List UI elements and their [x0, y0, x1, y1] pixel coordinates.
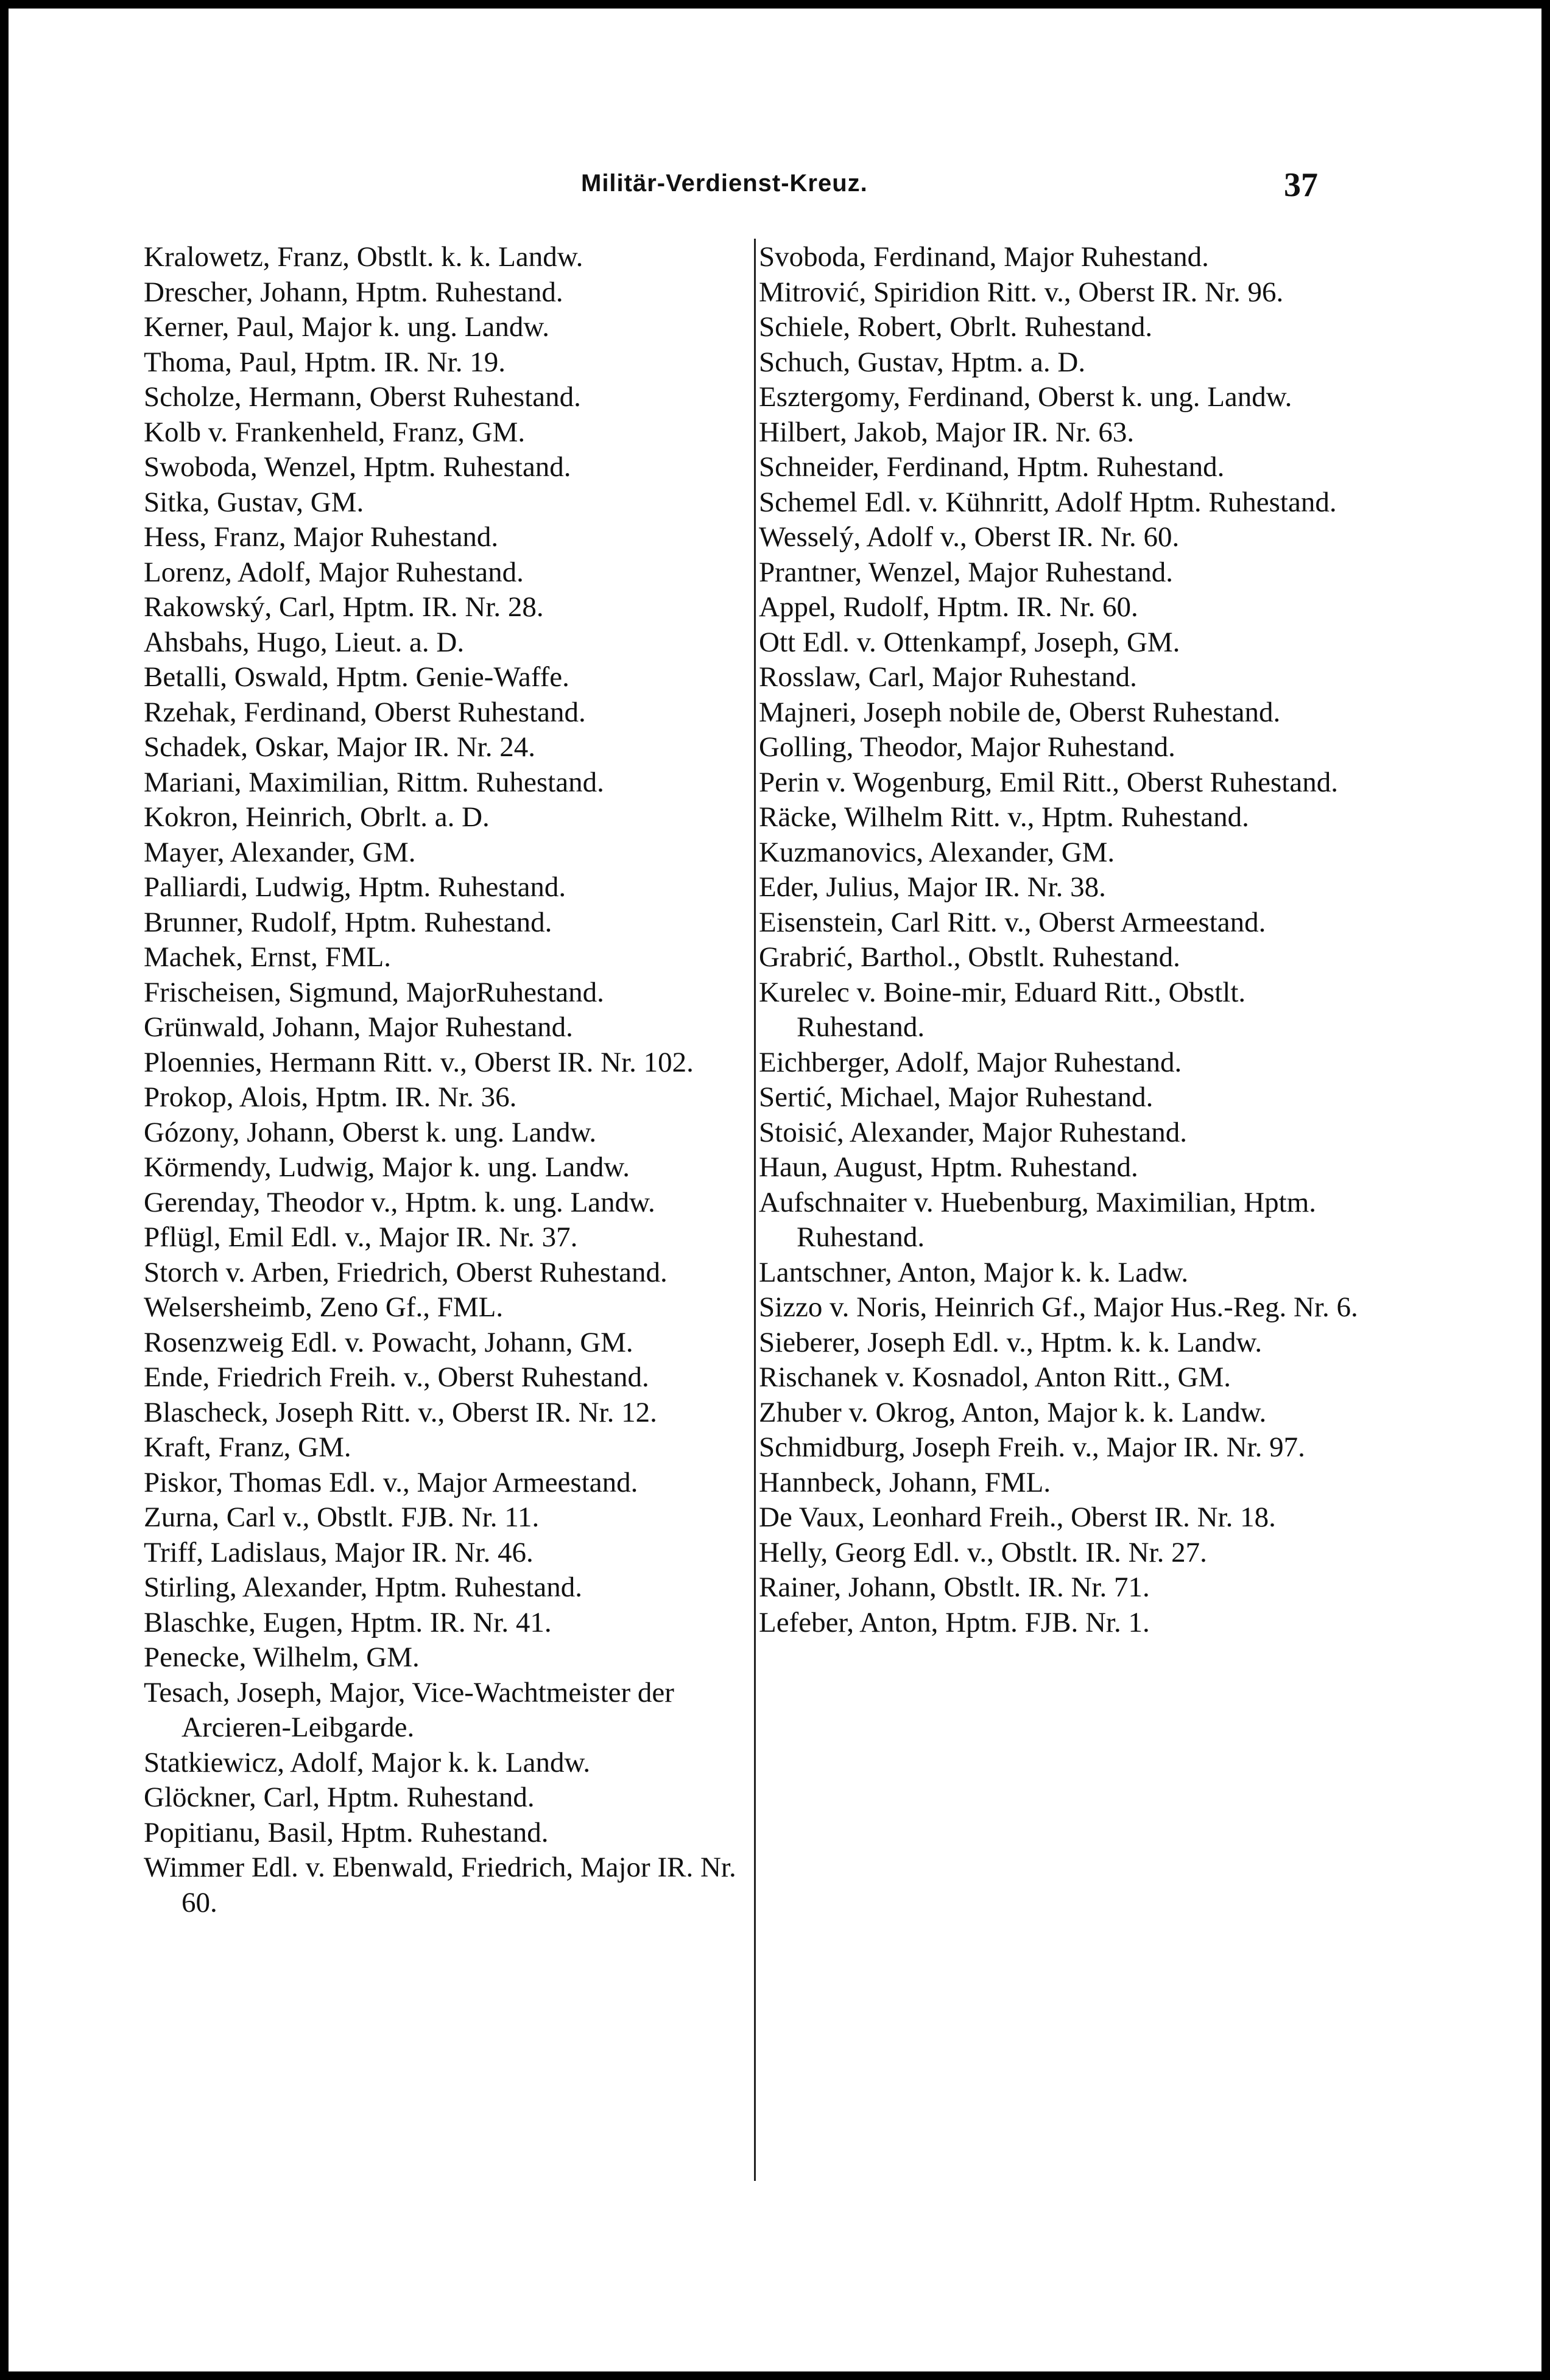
page-number: 37 [1284, 166, 1318, 204]
list-item: Prokop, Alois, Hptm. IR. Nr. 36. [144, 1081, 517, 1113]
list-item: Stirling, Alexander, Hptm. Ruhestand. [144, 1571, 583, 1603]
list-item: Sieberer, Joseph Edl. v., Hptm. k. k. Landw. [759, 1326, 1263, 1358]
list-item: Aufschnaiter v. Huebenburg, Maximilian, Hptm. Ruhestand. [759, 1186, 1317, 1253]
list-item: Helly, Georg Edl. v., Obstlt. IR. Nr. 27. [759, 1536, 1207, 1568]
list-item: Körmendy, Ludwig, Major k. ung. Landw. [144, 1151, 630, 1183]
right-column [759, 240, 1362, 1640]
list-item: Rosenzweig Edl. v. Powacht, Johann, GM. [144, 1326, 633, 1358]
list-item: Ende, Friedrich Freih. v., Oberst Ruhestand. [144, 1361, 649, 1393]
list-item: Appel, Rudolf, Hptm. IR. Nr. 60. [759, 591, 1138, 623]
list-item: Rischanek v. Kosnadol, Anton Ritt., GM. [759, 1361, 1231, 1393]
list-item: Golling, Theodor, Major Ruhestand. [759, 731, 1175, 763]
list-item: Brunner, Rudolf, Hptm. Ruhestand. [144, 906, 552, 938]
list-item: Perin v. Wogenburg, Emil Ritt., Oberst Ruhestand. [759, 766, 1338, 798]
list-item: Stoisić, Alexander, Major Ruhestand. [759, 1116, 1188, 1148]
list-item: Mayer, Alexander, GM. [144, 836, 416, 868]
list-item: Ahsbahs, Hugo, Lieut. a. D. [144, 626, 465, 658]
list-item: Tesach, Joseph, Major, Vice-Wachtmeister der Arcieren-Leibgarde. [144, 1676, 674, 1743]
list-item: Eisenstein, Carl Ritt. v., Oberst Armeestand. [759, 906, 1266, 938]
list-item: Schemel Edl. v. Kühnritt, Adolf Hptm. Ruhestand. [759, 486, 1337, 518]
column-divider [754, 239, 756, 2181]
list-item: Swoboda, Wenzel, Hptm. Ruhestand. [144, 451, 571, 483]
list-item: Schiele, Robert, Obrlt. Ruhestand. [759, 311, 1153, 343]
list-item: Majneri, Joseph nobile de, Oberst Ruhestand. [759, 696, 1281, 728]
list-item: Haun, August, Hptm. Ruhestand. [759, 1151, 1138, 1183]
list-item: Kurelec v. Boine-mir, Eduard Ritt., Obstlt. Ruhestand. [759, 976, 1246, 1043]
list-item: Blaschke, Eugen, Hptm. IR. Nr. 41. [144, 1606, 552, 1638]
list-item: Sertić, Michael, Major Ruhestand. [759, 1081, 1154, 1113]
list-item: Wimmer Edl. v. Ebenwald, Friedrich, Major IR. Nr. 60. [144, 1852, 736, 1918]
list-item: Schmidburg, Joseph Freih. v., Major IR. Nr. 97. [759, 1431, 1305, 1463]
list-item: Drescher, Johann, Hptm. Ruhestand. [144, 276, 563, 308]
list-item: Kolb v. Frankenheld, Franz, GM. [144, 416, 526, 448]
list-item: Rosslaw, Carl, Major Ruhestand. [759, 661, 1137, 693]
list-item: Schuch, Gustav, Hptm. a. D. [759, 346, 1086, 378]
page [9, 9, 1541, 2371]
list-item: Storch v. Arben, Friedrich, Oberst Ruhestand. [144, 1256, 668, 1288]
list-item: Frischeisen, Sigmund, MajorRuhestand. [144, 976, 604, 1008]
list-item: Scholze, Hermann, Oberst Ruhestand. [144, 381, 581, 413]
list-item: Lorenz, Adolf, Major Ruhestand. [144, 556, 524, 588]
list-item: Prantner, Wenzel, Major Ruhestand. [759, 556, 1174, 588]
list-item: Penecke, Wilhelm, GM. [144, 1641, 420, 1673]
list-item: Rakowský, Carl, Hptm. IR. Nr. 28. [144, 591, 544, 623]
list-item: Schadek, Oskar, Major IR. Nr. 24. [144, 731, 535, 763]
list-item: Svoboda, Ferdinand, Major Ruhestand. [759, 241, 1209, 273]
list-item: Kokron, Heinrich, Obrlt. a. D. [144, 801, 490, 833]
list-item: Pflügl, Emil Edl. v., Major IR. Nr. 37. [144, 1221, 578, 1253]
list-item: Popitianu, Basil, Hptm. Ruhestand. [144, 1816, 549, 1848]
list-item: Lefeber, Anton, Hptm. FJB. Nr. 1. [759, 1606, 1150, 1638]
list-item: Hannbeck, Johann, FML. [759, 1466, 1051, 1498]
list-item: Kralowetz, Franz, Obstlt. k. k. Landw. [144, 241, 583, 273]
list-item: Mariani, Maximilian, Rittm. Ruhestand. [144, 766, 604, 798]
list-item: Sitka, Gustav, GM. [144, 486, 364, 518]
list-item: Palliardi, Ludwig, Hptm. Ruhestand. [144, 871, 566, 903]
list-item: Mitrović, Spiridion Ritt. v., Oberst IR. Nr. 96. [759, 276, 1284, 308]
list-item: Sizzo v. Noris, Heinrich Gf., Major Hus.-Reg. Nr. 6. [759, 1291, 1358, 1323]
list-item: Räcke, Wilhelm Ritt. v., Hptm. Ruhestand. [759, 801, 1249, 833]
list-item: Ploennies, Hermann Ritt. v., Oberst IR. Nr. 102. [144, 1046, 694, 1078]
list-item: Grabrić, Barthol., Obstlt. Ruhestand. [759, 941, 1180, 973]
list-item: Hess, Franz, Major Ruhestand. [144, 521, 499, 553]
list-item: Piskor, Thomas Edl. v., Major Armeestand. [144, 1466, 638, 1498]
list-item: Esztergomy, Ferdinand, Oberst k. ung. Landw. [759, 381, 1292, 413]
list-item: Thoma, Paul, Hptm. IR. Nr. 19. [144, 346, 506, 378]
list-item: Zhuber v. Okrog, Anton, Major k. k. Landw. [759, 1396, 1267, 1428]
list-item: Blascheck, Joseph Ritt. v., Oberst IR. Nr. 12. [144, 1396, 657, 1428]
list-item: Betalli, Oswald, Hptm. Genie-Waffe. [144, 661, 569, 693]
list-item: Triff, Ladislaus, Major IR. Nr. 46. [144, 1536, 534, 1568]
list-item: Zurna, Carl v., Obstlt. FJB. Nr. 11. [144, 1501, 540, 1533]
list-item: Machek, Ernst, FML. [144, 941, 391, 973]
list-item: Gózony, Johann, Oberst k. ung. Landw. [144, 1116, 597, 1148]
list-item: Rzehak, Ferdinand, Oberst Ruhestand. [144, 696, 586, 728]
list-item: Lantschner, Anton, Major k. k. Ladw. [759, 1256, 1189, 1288]
list-item: Schneider, Ferdinand, Hptm. Ruhestand. [759, 451, 1225, 483]
list-item: Rainer, Johann, Obstlt. IR. Nr. 71. [759, 1571, 1150, 1603]
list-item: Grünwald, Johann, Major Ruhestand. [144, 1011, 573, 1043]
list-item: Glöckner, Carl, Hptm. Ruhestand. [144, 1781, 535, 1813]
list-item: Ott Edl. v. Ottenkampf, Joseph, GM. [759, 626, 1180, 658]
list-item: Eichberger, Adolf, Major Ruhestand. [759, 1046, 1182, 1078]
running-title: Militär-Verdienst-Kreuz. [581, 170, 868, 197]
list-item: Kraft, Franz, GM. [144, 1431, 351, 1463]
list-item: Eder, Julius, Major IR. Nr. 38. [759, 871, 1106, 903]
list-item: Statkiewicz, Adolf, Major k. k. Landw. [144, 1746, 591, 1778]
list-item: Hilbert, Jakob, Major IR. Nr. 63. [759, 416, 1135, 448]
left-column [144, 240, 745, 1920]
list-item: Kuzmanovics, Alexander, GM. [759, 836, 1115, 868]
list-item: Welsersheimb, Zeno Gf., FML. [144, 1291, 504, 1323]
list-item: Wesselý, Adolf v., Oberst IR. Nr. 60. [759, 521, 1180, 553]
list-item: Gerenday, Theodor v., Hptm. k. ung. Landw. [144, 1186, 655, 1218]
list-item: Kerner, Paul, Major k. ung. Landw. [144, 311, 549, 343]
list-item: De Vaux, Leonhard Freih., Oberst IR. Nr. 18. [759, 1501, 1276, 1533]
